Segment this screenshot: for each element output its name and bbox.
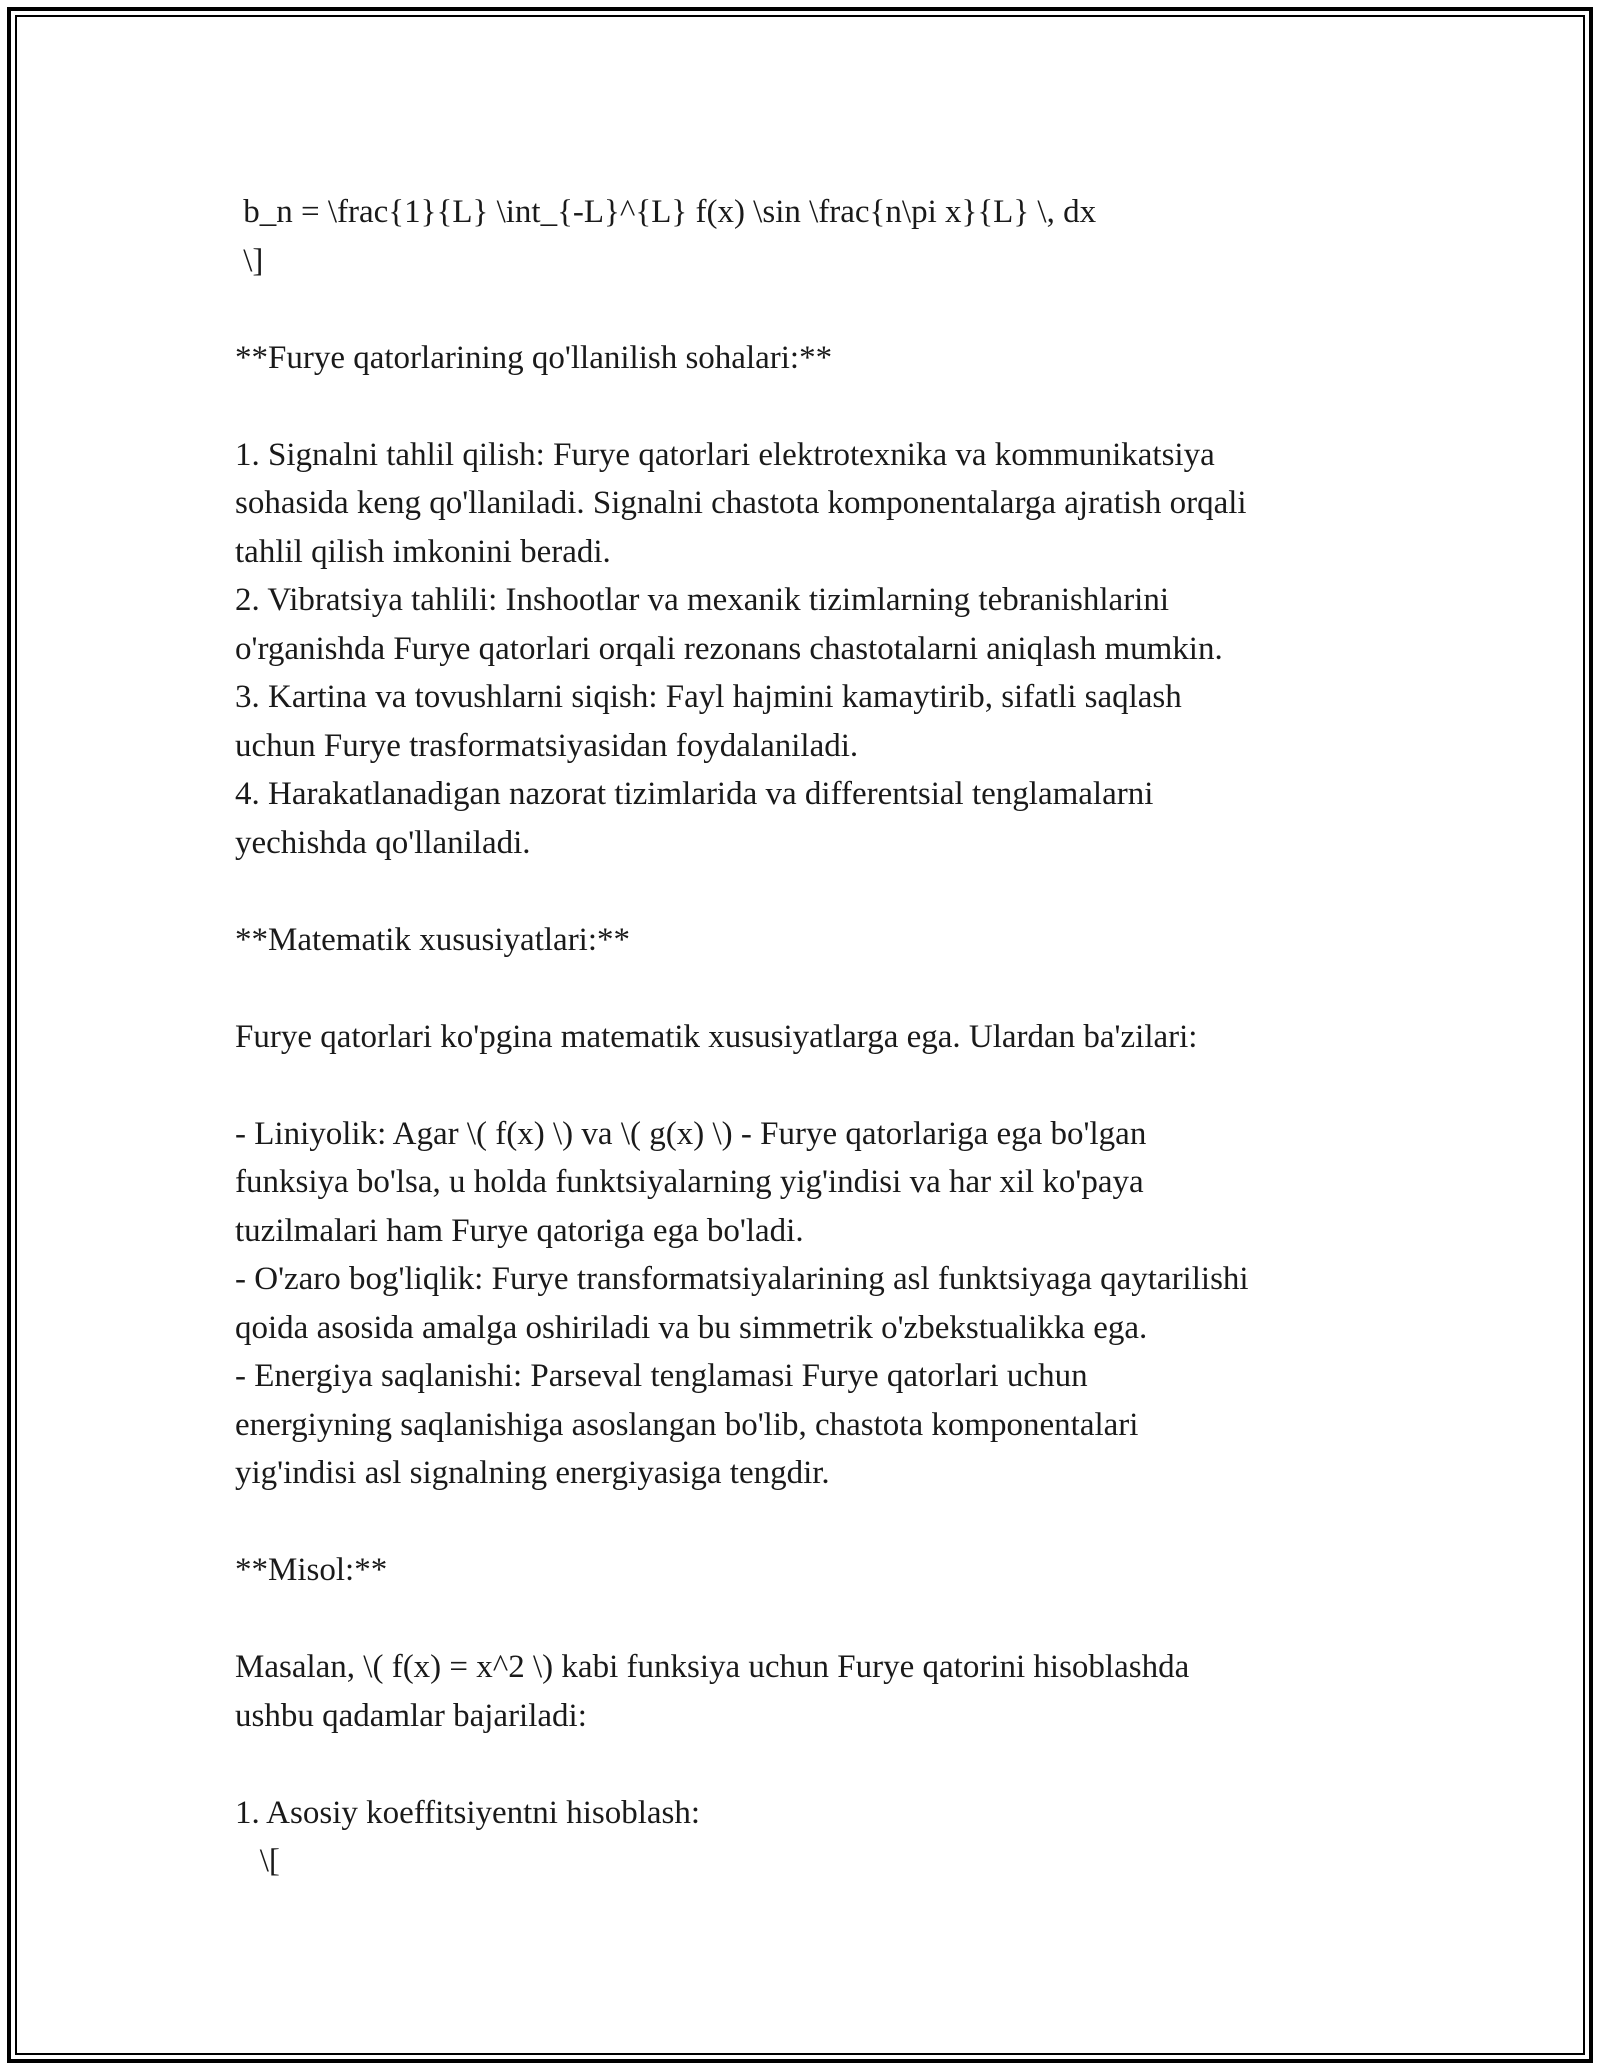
text-line: sohasida keng qo'llaniladi. Signalni chastota komponentalarga ajratish orqali: [235, 485, 1247, 521]
text-line: tuzilmalari ham Furye qatoriga ega bo'ladi.: [235, 1212, 804, 1249]
text-line: \]: [235, 242, 264, 279]
text-line: - O'zaro bog'liqlik: Furye transformatsiyalarining asl funktsiyaga qaytarilishi: [235, 1261, 1249, 1297]
text-line: yig'indisi asl signalning energiyasiga tengdir.: [235, 1455, 830, 1491]
text-line: tahlil qilish imkonini beradi.: [235, 533, 611, 570]
text-line: yechishda qo'llaniladi.: [235, 824, 531, 861]
text-line: Furye qatorlari ko'pgina matematik xususiyatlarga ega. Ulardan ba'zilari:: [235, 1018, 1198, 1055]
text-line: o'rganishda Furye qatorlari orqali rezonans chastotalarni aniqlash mumkin.: [235, 630, 1223, 667]
blank-line: [235, 964, 1365, 1013]
text-line: qoida asosida amalga oshiriladi va bu simmetrik o'zbekstualikka ega.: [235, 1309, 1148, 1346]
text-line: \[: [235, 1843, 280, 1879]
text-line: funksiya bo'lsa, u holda funktsiyalarning yig'indisi va har xil ko'paya: [235, 1164, 1144, 1200]
text-line: 1. Asosiy koeffitsiyentni hisoblash:: [235, 1794, 701, 1831]
blank-line: [235, 1498, 1365, 1547]
document-body: [235, 188, 1365, 1886]
text-line: uchun Furye trasformatsiyasidan foydalaniladi.: [235, 727, 859, 764]
text-line: 4. Harakatlanadigan nazorat tizimlarida va differentsial tenglamalarni: [235, 776, 1154, 812]
text-line: 3. Kartina va tovushlarni siqish: Fayl hajmini kamaytirib, sifatli saqlash: [235, 679, 1182, 715]
text-line: Masalan, \( f(x) = x^2 \) kabi funksiya uchun Furye qatorini hisoblashda: [235, 1649, 1190, 1685]
text-line: - Liniyolik: Agar \( f(x) \) va \( g(x) \) - Furye qatorlariga ega bo'lgan: [235, 1115, 1147, 1152]
blank-line: [235, 867, 1365, 916]
text-line: **Matematik xususiyatlari:**: [235, 921, 631, 958]
text-line: **Misol:**: [235, 1552, 388, 1588]
text-line: **Furye qatorlarining qo'llanilish sohalari:**: [235, 339, 833, 376]
blank-line: [235, 1595, 1365, 1644]
text-line: ushbu qadamlar bajariladi:: [235, 1697, 587, 1734]
text-line: 1. Signalni tahlil qilish: Furye qatorlari elektrotexnika va kommunikatsiya: [235, 436, 1215, 473]
text-line: 2. Vibratsiya tahlili: Inshootlar va mexanik tizimlarning tebranishlarini: [235, 582, 1170, 618]
blank-line: [235, 382, 1365, 431]
text-line: energiyning saqlanishiga asoslangan bo'lib, chastota komponentalari: [235, 1406, 1139, 1443]
blank-line: [235, 1740, 1365, 1789]
text-line: b_n = \frac{1}{L} \int_{-L}^{L} f(x) \sin \frac{n\pi x}{L} \, dx: [235, 194, 1097, 230]
text-line: - Energiya saqlanishi: Parseval tenglamasi Furye qatorlari uchun: [235, 1358, 1088, 1394]
blank-line: [235, 285, 1365, 334]
blank-line: [235, 1061, 1365, 1110]
